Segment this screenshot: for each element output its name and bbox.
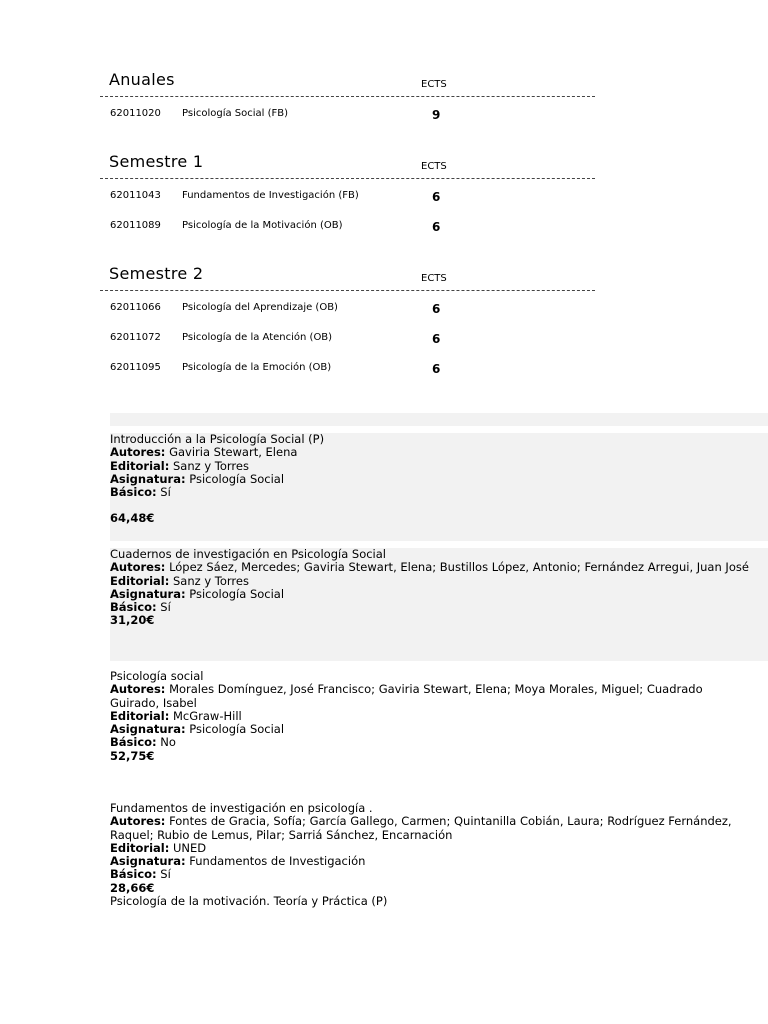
- authors-value: Fontes de Gracia, Sofía; García Gallego, Carmen; Quintanilla Cobián, Laura; Rodríguez Fernández, Raquel; Rubio de Lemus, Pilar; Sarriá Sánchez, Encarnación: [110, 814, 732, 842]
- book-price: 64,48€: [110, 511, 155, 526]
- publisher-value: UNED: [173, 840, 207, 855]
- section-title: Anuales: [109, 70, 175, 89]
- book-basic: [110, 601, 768, 614]
- section-title: Semestre 2: [109, 264, 204, 283]
- authors-label: Autores:: [110, 560, 166, 575]
- publisher-label: Editorial:: [110, 573, 170, 588]
- section-title: Semestre 1: [109, 152, 204, 171]
- course-ects: 9: [432, 108, 441, 122]
- basic-label: Básico:: [110, 867, 157, 882]
- course-name: Psicología Social (FB): [182, 108, 289, 119]
- book-basic: [110, 868, 768, 881]
- course-code: 62011043: [110, 190, 161, 201]
- section-anuales: [100, 70, 595, 127]
- course-row: [100, 179, 595, 209]
- basic-label: Básico:: [110, 735, 157, 750]
- authors-label: Autores:: [110, 814, 166, 829]
- course-name: Psicología del Aprendizaje (OB): [182, 302, 338, 313]
- course-ects: 6: [432, 362, 441, 376]
- book-title: Introducción a la Psicología Social (P): [110, 432, 325, 446]
- basic-value: No: [160, 735, 176, 750]
- book-price: 31,20€: [110, 613, 155, 628]
- publisher-label: Editorial:: [110, 840, 170, 855]
- book-title: Psicología social: [110, 669, 204, 683]
- section-semestre-1: [100, 152, 595, 239]
- publisher-value: McGraw-Hill: [173, 708, 242, 723]
- ects-header: ECTS: [421, 273, 447, 284]
- book-subject: [110, 473, 768, 486]
- book-subject: [110, 588, 768, 601]
- book-authors: [110, 446, 768, 459]
- section-header: [100, 264, 595, 291]
- book-entry: [110, 802, 768, 908]
- course-name: Psicología de la Emoción (OB): [182, 362, 332, 373]
- book-entry: [110, 433, 768, 541]
- authors-label: Autores:: [110, 682, 166, 697]
- subject-value: Fundamentos de Investigación: [189, 854, 366, 869]
- publisher-value: Sanz y Torres: [173, 573, 249, 588]
- book-publisher: [110, 710, 768, 723]
- course-ects: 6: [432, 190, 441, 204]
- book-authors: [110, 683, 750, 710]
- subject-label: Asignatura:: [110, 854, 186, 869]
- book-basic: [110, 736, 768, 749]
- course-name: Fundamentos de Investigación (FB): [182, 190, 359, 201]
- publisher-value: Sanz y Torres: [173, 458, 249, 473]
- course-code: 62011095: [110, 362, 161, 373]
- section-header: [100, 152, 595, 179]
- subject-value: Psicología Social: [189, 722, 285, 737]
- basic-value: Sí: [160, 485, 171, 500]
- course-code: 62011072: [110, 332, 161, 343]
- book-publisher: [110, 460, 768, 473]
- authors-value: Gaviria Stewart, Elena: [169, 445, 298, 460]
- course-ects: 6: [432, 220, 441, 234]
- book-subject: [110, 855, 768, 868]
- book-entry: [110, 548, 768, 661]
- book-publisher: [110, 842, 768, 855]
- course-code: 62011066: [110, 302, 161, 313]
- book-subject: [110, 723, 768, 736]
- spacer: [110, 499, 768, 512]
- course-code: 62011020: [110, 108, 161, 119]
- authors-value: López Sáez, Mercedes; Gaviria Stewart, Elena; Bustillos López, Antonio; Fernández Arregui, Juan José: [169, 560, 749, 575]
- course-row: [100, 291, 595, 321]
- course-ects: 6: [432, 332, 441, 346]
- course-row: [100, 321, 595, 351]
- subject-value: Psicología Social: [189, 471, 285, 486]
- basic-value: Sí: [160, 600, 171, 615]
- course-name: Psicología de la Atención (OB): [182, 332, 333, 343]
- book-price: 52,75€: [110, 748, 155, 763]
- basic-label: Básico:: [110, 485, 157, 500]
- book-publisher: [110, 575, 768, 588]
- authors-value: Morales Domínguez, José Francisco; Gaviria Stewart, Elena; Moya Morales, Miguel; Cuadrado Guirado, Isabel: [110, 682, 703, 710]
- ects-header: ECTS: [421, 79, 447, 90]
- course-code: 62011089: [110, 220, 161, 231]
- book-authors: [110, 561, 750, 574]
- ects-header: ECTS: [421, 161, 447, 172]
- course-name: Psicología de la Motivación (OB): [182, 220, 343, 231]
- section-semestre-2: [100, 264, 595, 381]
- book-basic: [110, 486, 768, 499]
- book-title: Fundamentos de investigación en psicología .: [110, 801, 373, 815]
- subject-label: Asignatura:: [110, 471, 186, 486]
- publisher-label: Editorial:: [110, 708, 170, 723]
- section-header: [100, 70, 595, 97]
- book-title: Cuadernos de investigación en Psicología Social: [110, 547, 386, 561]
- basic-label: Básico:: [110, 600, 157, 615]
- course-row: [100, 209, 595, 239]
- course-ects: 6: [432, 302, 441, 316]
- book-entry: [110, 670, 768, 763]
- subject-label: Asignatura:: [110, 586, 186, 601]
- subject-value: Psicología Social: [189, 586, 285, 601]
- divider-strip: [110, 413, 768, 426]
- course-row: [100, 351, 595, 381]
- basic-value: Sí: [160, 867, 171, 882]
- book-authors: [110, 815, 750, 842]
- book-title: Psicología de la motivación. Teoría y Práctica (P): [110, 894, 388, 909]
- book-price: 28,66€: [110, 880, 155, 895]
- subject-label: Asignatura:: [110, 722, 186, 737]
- publisher-label: Editorial:: [110, 458, 170, 473]
- course-row: [100, 97, 595, 127]
- authors-label: Autores:: [110, 445, 166, 460]
